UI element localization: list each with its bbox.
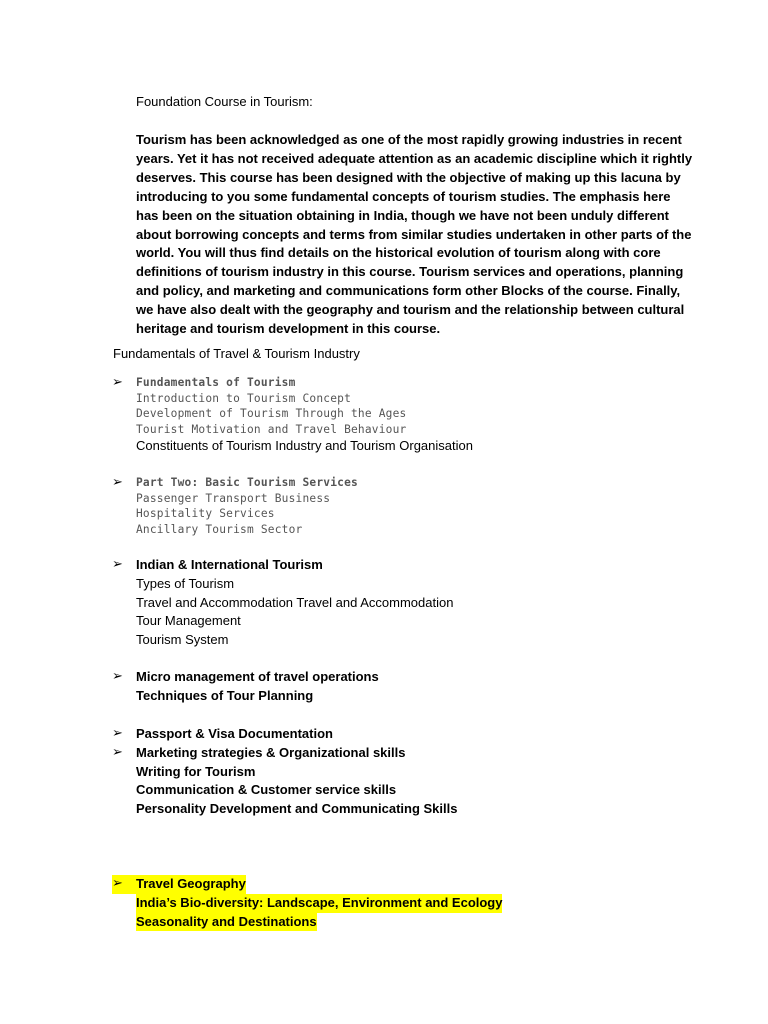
arrow-bullet-icon: ➢ <box>112 726 123 741</box>
sub-item: India’s Bio-diversity: Landscape, Environment and Ecology <box>136 894 502 913</box>
group-title: Marketing strategies & Organizational skills <box>136 744 406 760</box>
arrow-bullet-icon: ➢ <box>112 669 123 684</box>
arrow-bullet-icon: ➢ <box>112 375 123 390</box>
sub-item: Development of Tourism Through the Ages <box>136 407 407 421</box>
sub-item: Passenger Transport Business <box>136 491 331 505</box>
arrow-bullet-icon: ➢ <box>112 875 137 894</box>
group-title: Indian & International Tourism <box>136 557 323 572</box>
intro-paragraph: Tourism has been acknowledged as one of the most rapidly growing industries in recent years. Yet it has not received adequate attention as an academic discipline which it rightly deserves. This course has been designed with the objective of making up this lacuna by introducing to you some fundamental concepts of tourism studies. The emphasis here has been on the situation obtaining in India, though we have not been unduly different about borrowing concepts and terms from similar studies undertaken in other parts of the world. You will thus find details on the historical evolution of tourism along with core definitions of tourism industry in this course. Tourism services and operations, planning and policy, and marketing and communications form other Blocks of the course. Finally, we have also dealt with the geography and tourism and the relationship between cultural heritage and tourism development in this course. <box>136 132 693 337</box>
sub-item: Techniques of Tour Planning <box>136 687 314 703</box>
sub-item: Hospitality Services <box>136 507 275 521</box>
sub-item: Ancillary Tourism Sector <box>136 522 303 536</box>
group-title: Travel Geography <box>136 875 246 894</box>
sub-item: Constituents of Tourism Industry and Tourism Organisation <box>136 438 473 453</box>
group-title: Part Two: Basic Tourism Services <box>136 476 358 489</box>
sub-item: Communication & Customer service skills <box>136 782 397 798</box>
document-heading: Foundation Course in Tourism: <box>136 94 313 109</box>
sub-item: Travel and Accommodation Travel and Accommodation <box>136 594 454 610</box>
group-title: Fundamentals of Tourism <box>136 376 296 389</box>
sub-item: Tourism System <box>136 632 229 648</box>
arrow-bullet-icon: ➢ <box>112 744 123 760</box>
sub-item: Types of Tourism <box>136 575 235 591</box>
group-title: Passport & Visa Documentation <box>136 726 333 741</box>
sub-item: Seasonality and Destinations <box>136 913 317 932</box>
sub-item: Personality Development and Communicating Skills <box>136 801 458 817</box>
sub-item: Tourist Motivation and Travel Behaviour <box>136 422 407 436</box>
group-title: Micro management of travel operations <box>136 669 379 684</box>
section-title: Fundamentals of Travel & Tourism Industry <box>113 346 360 361</box>
sub-item: Tour Management <box>136 613 241 629</box>
arrow-bullet-icon: ➢ <box>112 475 123 490</box>
sub-item: Introduction to Tourism Concept <box>136 391 351 405</box>
sub-item: Writing for Tourism <box>136 763 256 779</box>
arrow-bullet-icon: ➢ <box>112 557 123 572</box>
